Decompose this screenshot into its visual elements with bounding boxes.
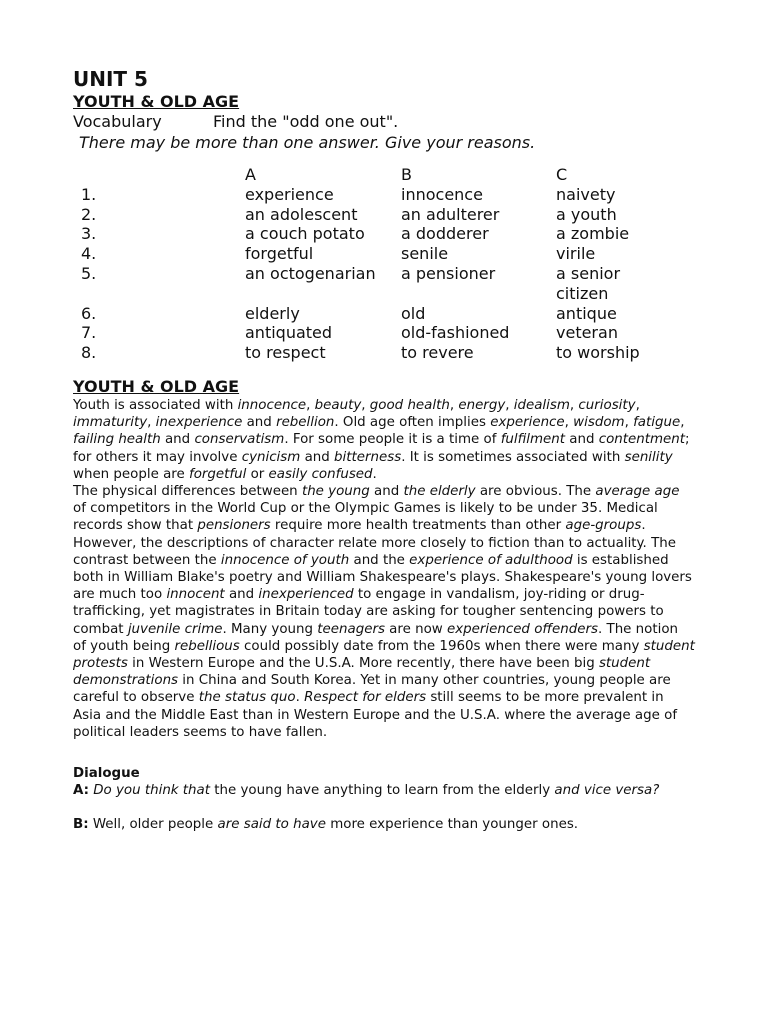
header-column-b: B — [401, 165, 412, 184]
speaker-b-label: B: — [73, 817, 89, 833]
row-number: 4. — [81, 244, 97, 264]
cell-column-a: experience — [245, 184, 334, 204]
row-number: 7. — [81, 323, 97, 343]
header-number — [73, 165, 245, 185]
dialogue-heading: Dialogue — [73, 766, 140, 782]
table-header-row — [73, 165, 676, 185]
exercise-label: Vocabulary — [73, 112, 162, 131]
speaker-a-label: A: — [73, 783, 89, 799]
cell-column-a: antiquated — [245, 323, 333, 343]
table-row — [73, 205, 676, 225]
header-column-a: A — [245, 165, 256, 184]
cell-column-a: an adolescent — [245, 204, 358, 224]
header-column-c: C — [556, 165, 568, 184]
table-row — [73, 185, 676, 205]
row-number: 5. — [81, 263, 97, 283]
section-heading: YOUTH & OLD AGE — [73, 92, 240, 111]
cell-column-c: antique — [556, 303, 617, 323]
unit-title: UNIT 5 — [73, 67, 148, 91]
table-row — [73, 264, 676, 304]
cell-column-a: forgetful — [245, 244, 314, 264]
vocabulary-table — [73, 165, 676, 363]
cell-column-a: elderly — [245, 303, 300, 323]
dialogue-line-a — [73, 782, 695, 799]
cell-column-a: a couch potato — [245, 224, 365, 244]
row-number: 1. — [81, 184, 97, 204]
cell-column-b: a pensioner — [401, 263, 496, 283]
row-number: 8. — [81, 343, 97, 363]
worksheet-page — [73, 66, 695, 833]
cell-column-b: an adulterer — [401, 204, 500, 224]
vocabulary-rows — [73, 185, 676, 363]
table-row — [73, 343, 676, 363]
cell-column-b: senile — [401, 244, 449, 264]
cell-column-c: virile — [556, 244, 596, 264]
row-number: 2. — [81, 204, 97, 224]
exercise-header — [73, 112, 695, 132]
essay-heading: YOUTH & OLD AGE — [73, 376, 240, 396]
cell-column-b: innocence — [401, 184, 483, 204]
essay-paragraph: The physical differences between the young and the elderly are obvious. The average age of competitors in the World Cup or the Olympic Games is likely to be under 35. Medical records show that pensioners require more health treatments than other age-groups. — [73, 483, 680, 534]
dialogue-text-b: Well, older people are said to have more experience than younger ones. — [88, 817, 579, 833]
essay-paragraph: However, the descriptions of character relate more closely to fiction than to actuality. The contrast between the innocence of youth and the experience of adulthood is established both in William Blake's poetry and William Shakespeare's plays. Shakespeare's young lovers are much too innocent and inexperienced to engage in vandalism, joy-riding or drug-trafficking, yet magistrates in Britain today are asking for tougher sentencing powers to combat juvenile crime. Many young teenagers are now experienced offenders. The notion of youth being rebellious could possibly date from the 1960s when there were many student protests in Western Europe and the U.S.A. More recently, there have been big student demonstrations in China and South Korea. Yet in many other countries, young people are careful to observe the status quo. Respect for elders still seems to be more prevalent in Asia and the Middle East than in Western Europe and the U.S.A. where the average age of political leaders seems to have fallen. — [73, 535, 695, 740]
exercise-instruction: Find the "odd one out". — [213, 112, 399, 131]
row-number: 6. — [81, 303, 97, 323]
table-row — [73, 244, 676, 264]
cell-column-c: a zombie — [556, 224, 630, 244]
exercise-note: There may be more than one answer. Give your reasons. — [79, 133, 536, 152]
table-row — [73, 304, 676, 324]
row-number: 3. — [81, 224, 97, 244]
cell-column-c: veteran — [556, 323, 618, 343]
cell-column-a: to respect — [245, 343, 326, 363]
cell-column-b: old — [401, 303, 426, 323]
cell-column-a: an octogenarian — [245, 263, 376, 283]
essay-paragraph: Youth is associated with innocence, beauty, good health, energy, idealism, curiosity, immaturity, inexperience and rebellion. Old age often implies experience, wisdom, fatigue, failing health and conservatism. For some people it is a time of fulfilment and contentment; for others it may involve cynicism and bitterness. It is sometimes associated with senility when people are forgetful or easily confused. — [73, 397, 690, 482]
cell-column-c: naivety — [556, 184, 616, 204]
cell-column-c: a senior citizen — [556, 263, 621, 303]
cell-column-c: a youth — [556, 204, 617, 224]
essay-body — [73, 397, 695, 741]
cell-column-b: to revere — [401, 343, 474, 363]
cell-column-b: old-fashioned — [401, 323, 510, 343]
table-row — [73, 323, 676, 343]
dialogue-line-b — [73, 816, 695, 833]
dialogue-text-a: Do you think that the young have anything to learn from the elderly and vice versa? — [93, 783, 660, 799]
cell-column-c: to worship — [556, 343, 640, 363]
cell-column-b: a dodderer — [401, 224, 489, 244]
table-row — [73, 224, 676, 244]
